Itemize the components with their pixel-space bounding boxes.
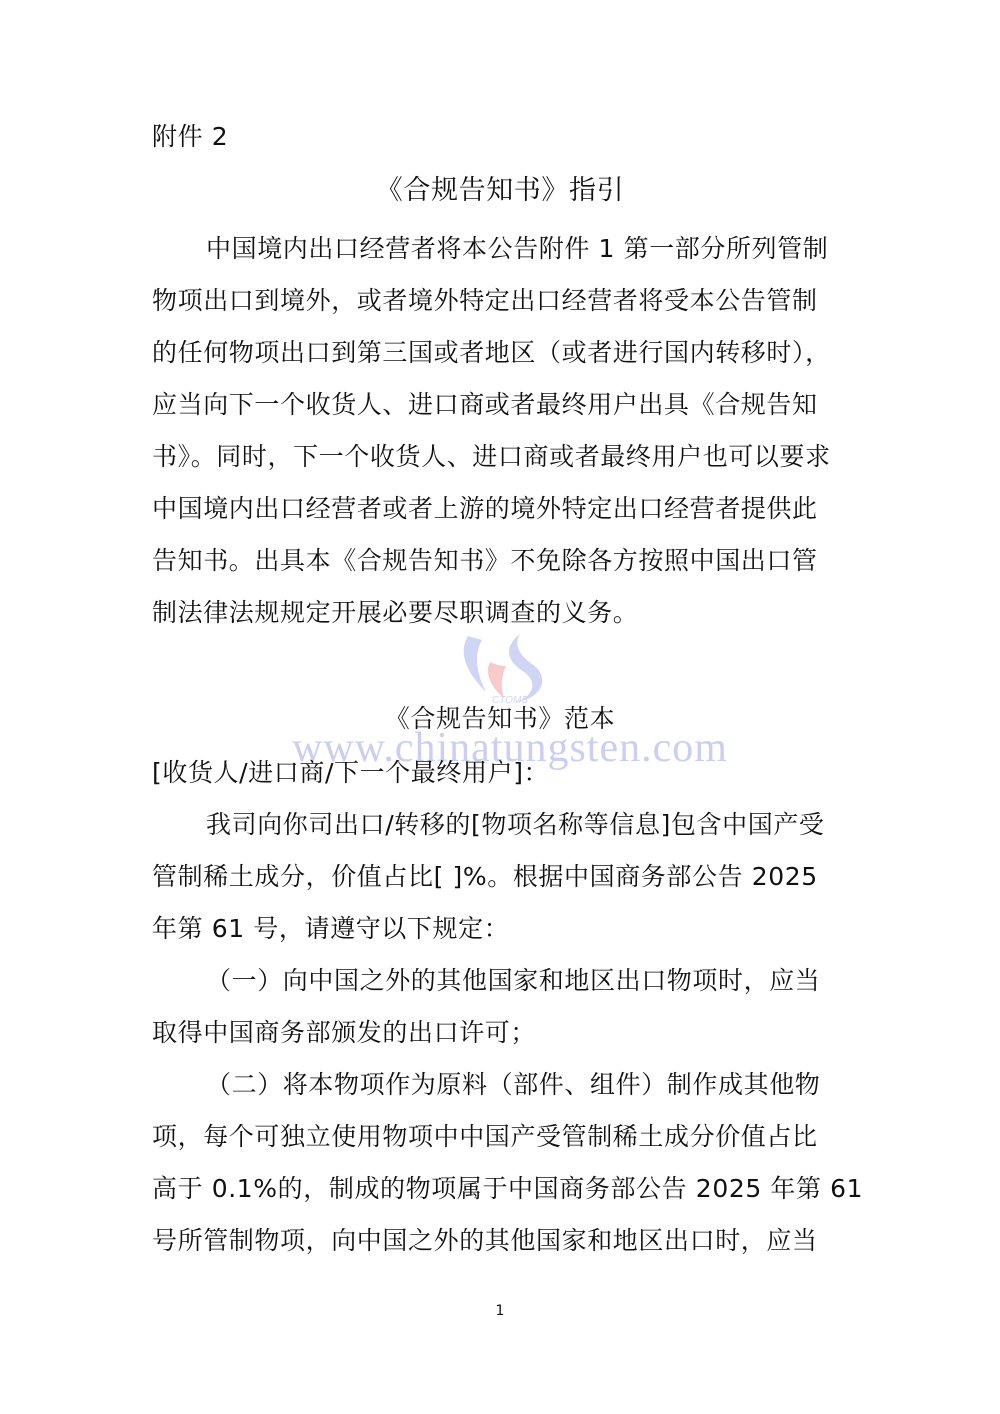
- attachment-label: 附件 2: [152, 122, 229, 151]
- watermark-logo-text: CTOMS: [492, 695, 528, 704]
- watermark-logo-icon: [458, 632, 558, 704]
- paragraph-line: 物项出口到境外，或者境外特定出口经营者将受本公告管制: [152, 286, 818, 315]
- paragraph-line: 管制稀土成分，价值占比[ ]%。根据中国商务部公告 2025: [152, 862, 818, 891]
- paragraph-line: 应当向下一个收货人、进口商或者最终用户出具《合规告知: [152, 390, 818, 419]
- template-title: 《合规告知书》范本: [384, 704, 616, 733]
- paragraph-line: 号所管制物项，向中国之外的其他国家和地区出口时，应当: [152, 1226, 818, 1255]
- paragraph-line: 我司向你司出口/转移的[物项名称等信息]包含中国产受: [206, 810, 825, 839]
- paragraph-line: （一）向中国之外的其他国家和地区出口物项时，应当: [206, 966, 821, 995]
- watermark-url: www.chinatungsten.com: [292, 725, 728, 771]
- page-number: 1: [495, 1303, 505, 1319]
- paragraph-line: 高于 0.1%的，制成的物项属于中国商务部公告 2025 年第 61: [152, 1174, 864, 1203]
- paragraph-line: 中国境内出口经营者或者上游的境外特定出口经营者提供此: [152, 494, 818, 523]
- paragraph-line: 取得中国商务部颁发的出口许可；: [152, 1018, 537, 1047]
- addressee: [收货人/进口商/下一个最终用户]：: [152, 758, 550, 787]
- paragraph-line: 告知书。出具本《合规告知书》不免除各方按照中国出口管: [152, 546, 818, 575]
- paragraph-line: 项，每个可独立使用物项中中国产受管制稀土成分价值占比: [152, 1122, 818, 1151]
- paragraph-line: 的任何物项出口到第三国或者地区（或者进行国内转移时），: [152, 338, 831, 367]
- paragraph-line: 年第 61 号，请遵守以下规定：: [152, 914, 510, 943]
- paragraph-line: 中国境内出口经营者将本公告附件 1 第一部分所列管制: [206, 234, 829, 263]
- paragraph-line: 制法律法规规定开展必要尽职调查的义务。: [152, 598, 639, 627]
- guide-title: 《合规告知书》指引: [375, 175, 625, 206]
- paragraph-line: 书》。同时，下一个收货人、进口商或者最终用户也可以要求: [152, 442, 831, 471]
- paragraph-line: （二）将本物项作为原料（部件、组件）制作成其他物: [206, 1070, 821, 1099]
